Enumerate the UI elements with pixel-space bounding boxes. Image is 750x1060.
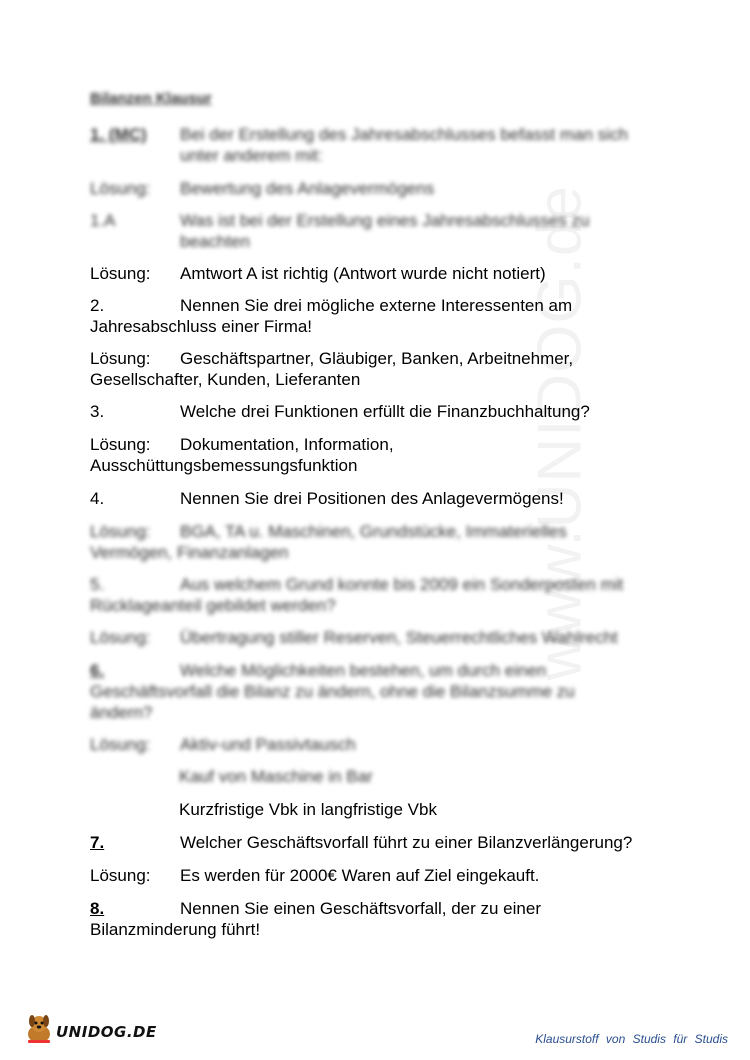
question-text-line-1: Nennen Sie drei mögliche externe Interessenten am xyxy=(180,296,573,315)
question-label: 4. xyxy=(90,489,105,508)
answer-text: Übertragung stiller Reserven, Steuerrechtliches Wahlrecht xyxy=(180,628,618,647)
question-7 xyxy=(90,832,655,853)
dog-mascot-icon xyxy=(22,1012,56,1051)
question-6 xyxy=(90,660,655,723)
document-title: Bilanzen Klausur xyxy=(90,90,212,107)
answer-label: Lösung: xyxy=(90,735,151,754)
question-label: 3. xyxy=(90,402,105,421)
answer-text-line-2: Gesellschafter, Kunden, Lieferanten xyxy=(90,370,361,389)
footer-tagline: Klausurstoff von Studis für Studis xyxy=(535,1032,728,1046)
answer-text: Bewertung des Anlagevermögens xyxy=(180,179,435,198)
question-2 xyxy=(90,295,655,337)
question-label: 6. xyxy=(90,661,105,680)
answer-label: Lösung: xyxy=(90,628,151,647)
answer-label: Lösung: xyxy=(90,435,151,454)
answer-text-line-1: Dokumentation, Information, xyxy=(180,435,394,454)
answer-item-3: Kurzfristige Vbk in langfristige Vbk xyxy=(179,800,437,819)
question-text-line-2: Bilanzminderung führt! xyxy=(90,920,261,939)
answer-item-1: Aktiv-und Passivtausch xyxy=(180,735,356,754)
question-text-line-3: ändern? xyxy=(90,703,153,722)
question-1a xyxy=(90,210,655,252)
question-text: Welcher Geschäftsvorfall führt zu einer Bilanzverlängerung? xyxy=(180,833,633,852)
question-label: 1. (MC) xyxy=(90,125,147,144)
answer-item-2: Kauf von Maschine in Bar xyxy=(179,767,373,786)
answer-3 xyxy=(90,434,655,476)
answer-2 xyxy=(90,348,655,390)
answer-text: Amtwort A ist richtig (Antwort wurde nicht notiert) xyxy=(180,264,546,283)
answer-label: Lösung: xyxy=(90,179,151,198)
question-text-line-1: Welche Möglichkeiten bestehen, um durch einen xyxy=(180,661,547,680)
answer-text: Es werden für 2000€ Waren auf Ziel eingekauft. xyxy=(180,866,540,885)
answer-text-line-1: BGA, TA u. Maschinen, Grundstücke, Immaterielles xyxy=(180,522,567,541)
question-1 xyxy=(90,124,655,166)
question-text: Welche drei Funktionen erfüllt die Finanzbuchhaltung? xyxy=(180,402,590,421)
answer-1a xyxy=(90,263,655,284)
question-text-line-1: Nennen Sie einen Geschäftsvorfall, der zu einer xyxy=(180,899,541,918)
footer-logo xyxy=(22,1012,157,1051)
question-label: 7. xyxy=(90,833,105,852)
answer-text-line-1: Geschäftspartner, Gläubiger, Banken, Arbeitnehmer, xyxy=(180,349,574,368)
question-label: 5. xyxy=(90,575,105,594)
question-text-line-2: Rücklageanteil gebildet werden? xyxy=(90,596,336,615)
answer-7 xyxy=(90,865,655,886)
answer-label: Lösung: xyxy=(90,866,151,885)
question-3 xyxy=(90,401,655,422)
question-text: Bei der Erstellung des Jahresabschlusses befasst man sich unter anderem mit: xyxy=(180,125,628,165)
question-text: Nennen Sie drei Positionen des Anlagevermögens! xyxy=(180,489,564,508)
answer-5 xyxy=(90,627,655,648)
question-text-line-2: Geschäftsvorfall die Bilanz zu ändern, ohne die Bilanzsumme zu xyxy=(90,682,575,701)
question-8 xyxy=(90,898,655,940)
answer-1 xyxy=(90,178,655,199)
watermark: www.UNIDOG.de xyxy=(525,185,595,681)
question-4 xyxy=(90,488,655,509)
question-text-line-1: Aus welchem Grund konnte bis 2009 ein Sonderposten mit xyxy=(180,575,624,594)
question-5 xyxy=(90,574,655,616)
answer-6 xyxy=(90,734,655,755)
logo-text: UNIDOG.DE xyxy=(56,1022,157,1041)
answer-label: Lösung: xyxy=(90,349,151,368)
question-text-line-2: Jahresabschluss einer Firma! xyxy=(90,317,313,336)
answer-text-line-2: Vermögen, Finanzanlagen xyxy=(90,543,289,562)
question-text: Was ist bei der Erstellung eines Jahresabschlusses zu beachten xyxy=(180,211,590,251)
question-label: 2. xyxy=(90,296,105,315)
question-label: 8. xyxy=(90,899,105,918)
answer-label: Lösung: xyxy=(90,264,151,283)
answer-text-line-2: Ausschüttungsbemessungsfunktion xyxy=(90,456,358,475)
question-label: 1.A xyxy=(90,211,116,230)
answer-4 xyxy=(90,521,655,563)
answer-label: Lösung: xyxy=(90,522,151,541)
